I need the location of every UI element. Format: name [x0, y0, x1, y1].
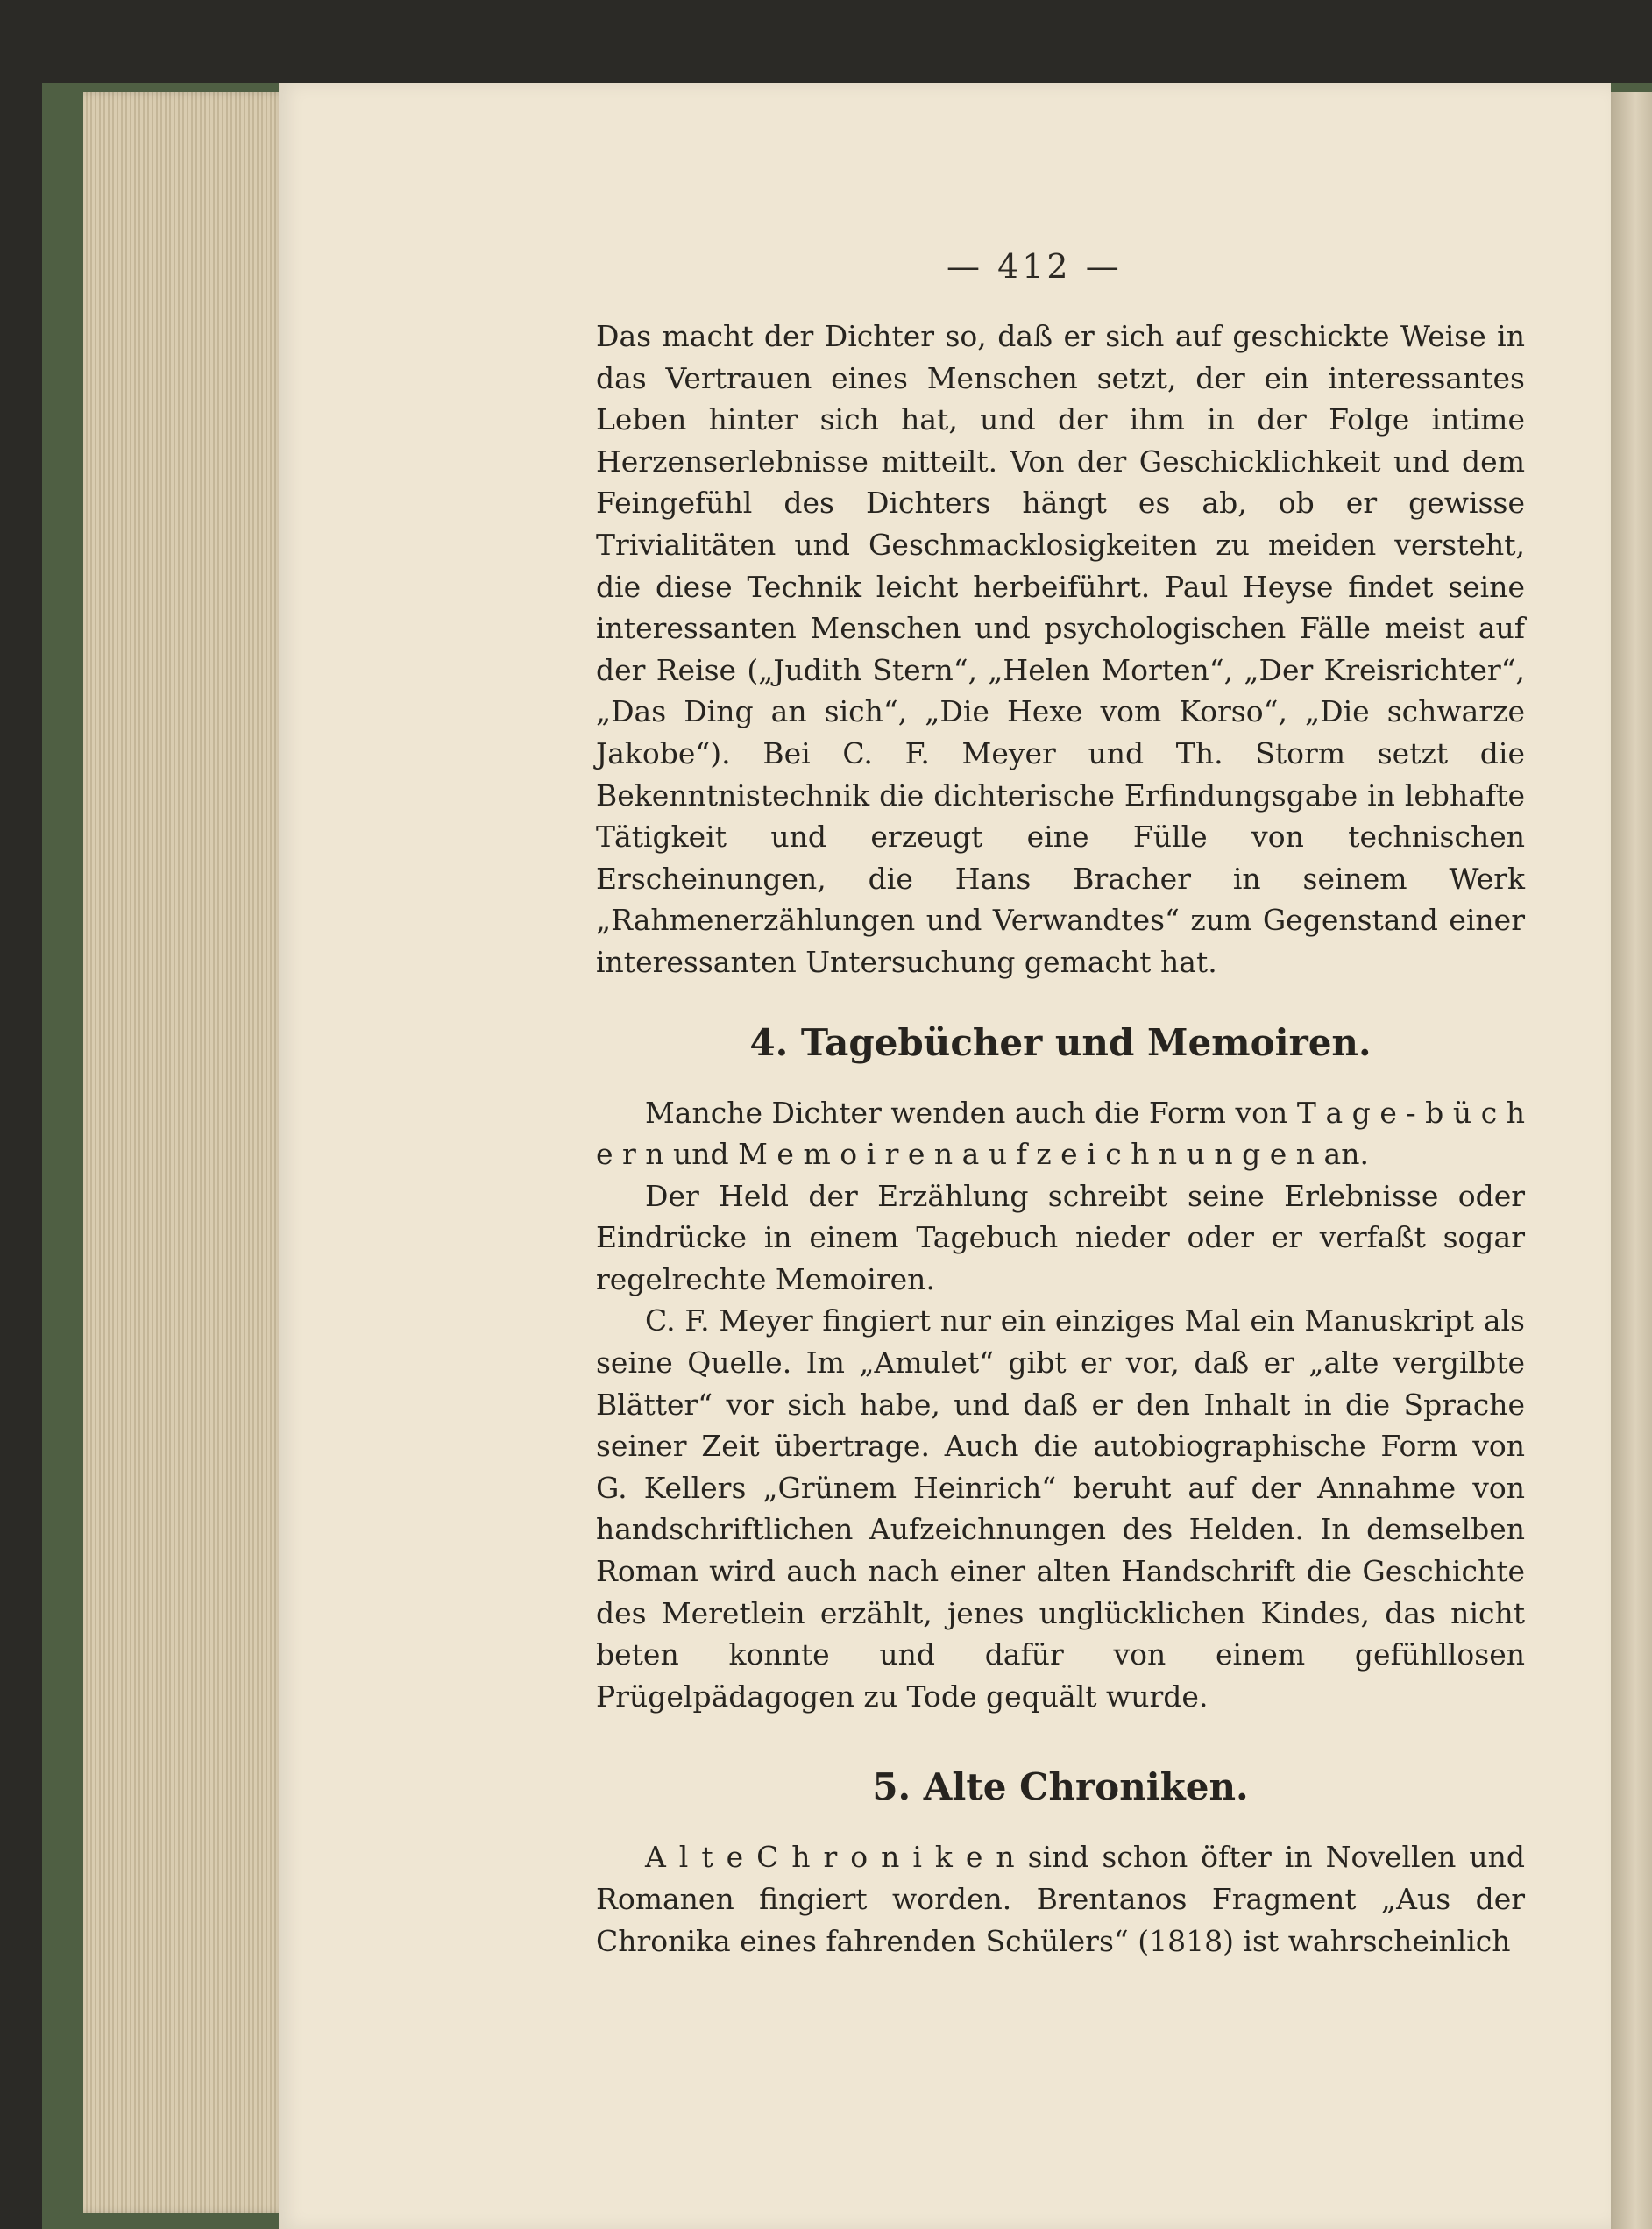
paragraph-narrator-technique: Das macht der Dichter so, daß er sich auf geschickte Weise in das Vertrauen eines Menschen setzt, der ein interessantes Leben hinter sich hat, und der ihm in der Folge intime Herzenserlebnisse mitteilt. Von der Geschicklichkeit und dem Feingefühl des Dichters hängt es ab, ob er gewisse Trivialitäten und Geschmacklosigkeiten zu meiden versteht, die diese Technik leicht herbeiführt. Paul Heyse findet seine interessanten Menschen und psychologischen Fälle meist auf der Reise („Judith Stern“, „Helen Morten“, „Der Kreisrichter“, „Das Ding an sich“, „Die Hexe vom Korso“, „Die schwarze Jakobe“). Bei C. F. Meyer und Th. Storm setzt die Bekenntnistechnik die dichterische Erfindungsgabe in lebhafte Tätigkeit und erzeugt eine Fülle von technischen Erscheinungen, die Hans Bracher in seinem Werk „Rahmenerzählungen und Verwandtes“ zum Gegenstand einer interessanten Untersuchung gemacht hat.: [596, 319, 1525, 979]
page-text: [596, 316, 1525, 1962]
paragraph-held-erzaehlung: Der Held der Erzählung schreibt seine Erlebnisse oder Eindrücke in einem Tagebuch nieder oder er verfaßt sogar regelrechte Memoiren.: [596, 1178, 1525, 1296]
section-heading-alte-chroniken: 5. Alte Chroniken.: [872, 1765, 1249, 1809]
facing-page-edge: [1611, 92, 1652, 2229]
paragraph-tagebuecher-intro: Manche Dichter wenden auch die Form von T a g e - b ü c h e r n und M e m o i r e n a u f z e i c h n u n g e n an.: [596, 1095, 1525, 1172]
page-number: — 412 —: [947, 247, 1123, 286]
paragraph-alte-chroniken: A l t e C h r o n i k e n sind schon öfter in Novellen und Romanen fingiert worden. Brentanos Fragment „Aus der Chronika eines fahrenden Schülers“ (1818) ist wahrscheinlich: [596, 1840, 1525, 1958]
section-heading-tagebuecher: 4. Tagebücher und Memoiren.: [749, 1020, 1372, 1064]
page-block-edges: [83, 92, 287, 2213]
paragraph-meyer-manuskript: C. F. Meyer fingiert nur ein einziges Mal ein Manuskript als seine Quelle. Im „Amulet“ gibt er vor, daß er „alte vergilbte Blätter“ vor sich habe, und daß er den Inhalt in die Sprache seiner Zeit übertrage. Auch die autobiographische Form von G. Kellers „Grünem Heinrich“ beruht auf der Annahme von handschriftlichen Aufzeichnungen des Helden. In demselben Roman wird auch nach einer alten Handschrift die Geschichte des Meretlein erzählt, jenes unglücklichen Kindes, das nicht beten konnte und dafür von einem gefühllosen Prügelpädagogen zu Tode gequält wurde.: [596, 1303, 1525, 1714]
